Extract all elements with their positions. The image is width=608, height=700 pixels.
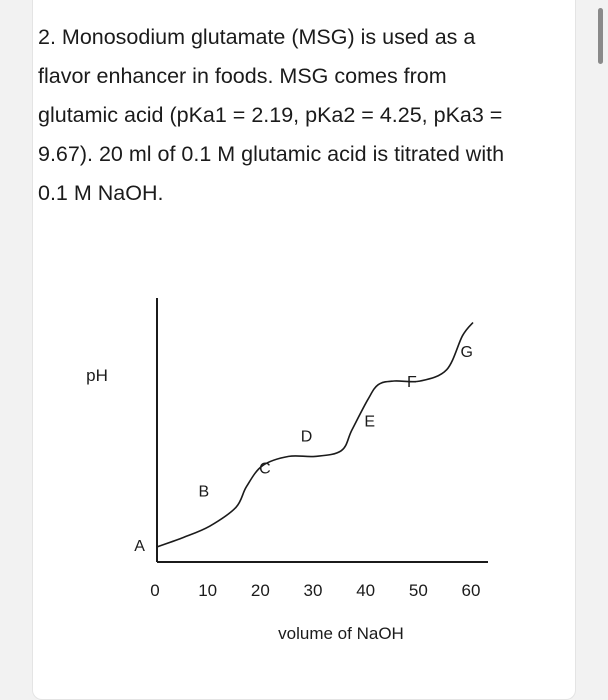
x-tick-labels: [150, 581, 480, 600]
point-labels: [134, 344, 473, 555]
point-label-c: C: [259, 460, 271, 478]
x-tick-label: 10: [198, 581, 218, 600]
point-label-e: E: [364, 413, 376, 431]
x-tick-label: 40: [356, 581, 376, 600]
x-tick-label: 20: [250, 581, 270, 600]
question-text: 2. Monosodium glutamate (MSG) is used as a flavor enhancer in foods. MSG comes from glutamic acid (pKa1 = 2.19, pKa2 = 4.25, pKa3 = 9.67). 20 ml of 0.1 M glutamic acid is titrated with 0.1 M NaOH.: [38, 25, 505, 205]
point-label-f: F: [407, 373, 417, 391]
x-axis-label: volume of NaOH: [278, 624, 404, 643]
point-label-b: B: [198, 483, 210, 501]
x-tick-label: 0: [150, 581, 160, 600]
x-tick-label: 60: [461, 581, 481, 600]
x-tick-label: 50: [408, 581, 428, 600]
point-label-g: G: [460, 343, 473, 361]
point-label-a: A: [134, 538, 145, 556]
x-tick-label: 30: [303, 581, 323, 600]
titration-curve: [157, 323, 473, 547]
y-axis-label: pH: [86, 366, 108, 385]
point-label-d: D: [300, 428, 313, 446]
